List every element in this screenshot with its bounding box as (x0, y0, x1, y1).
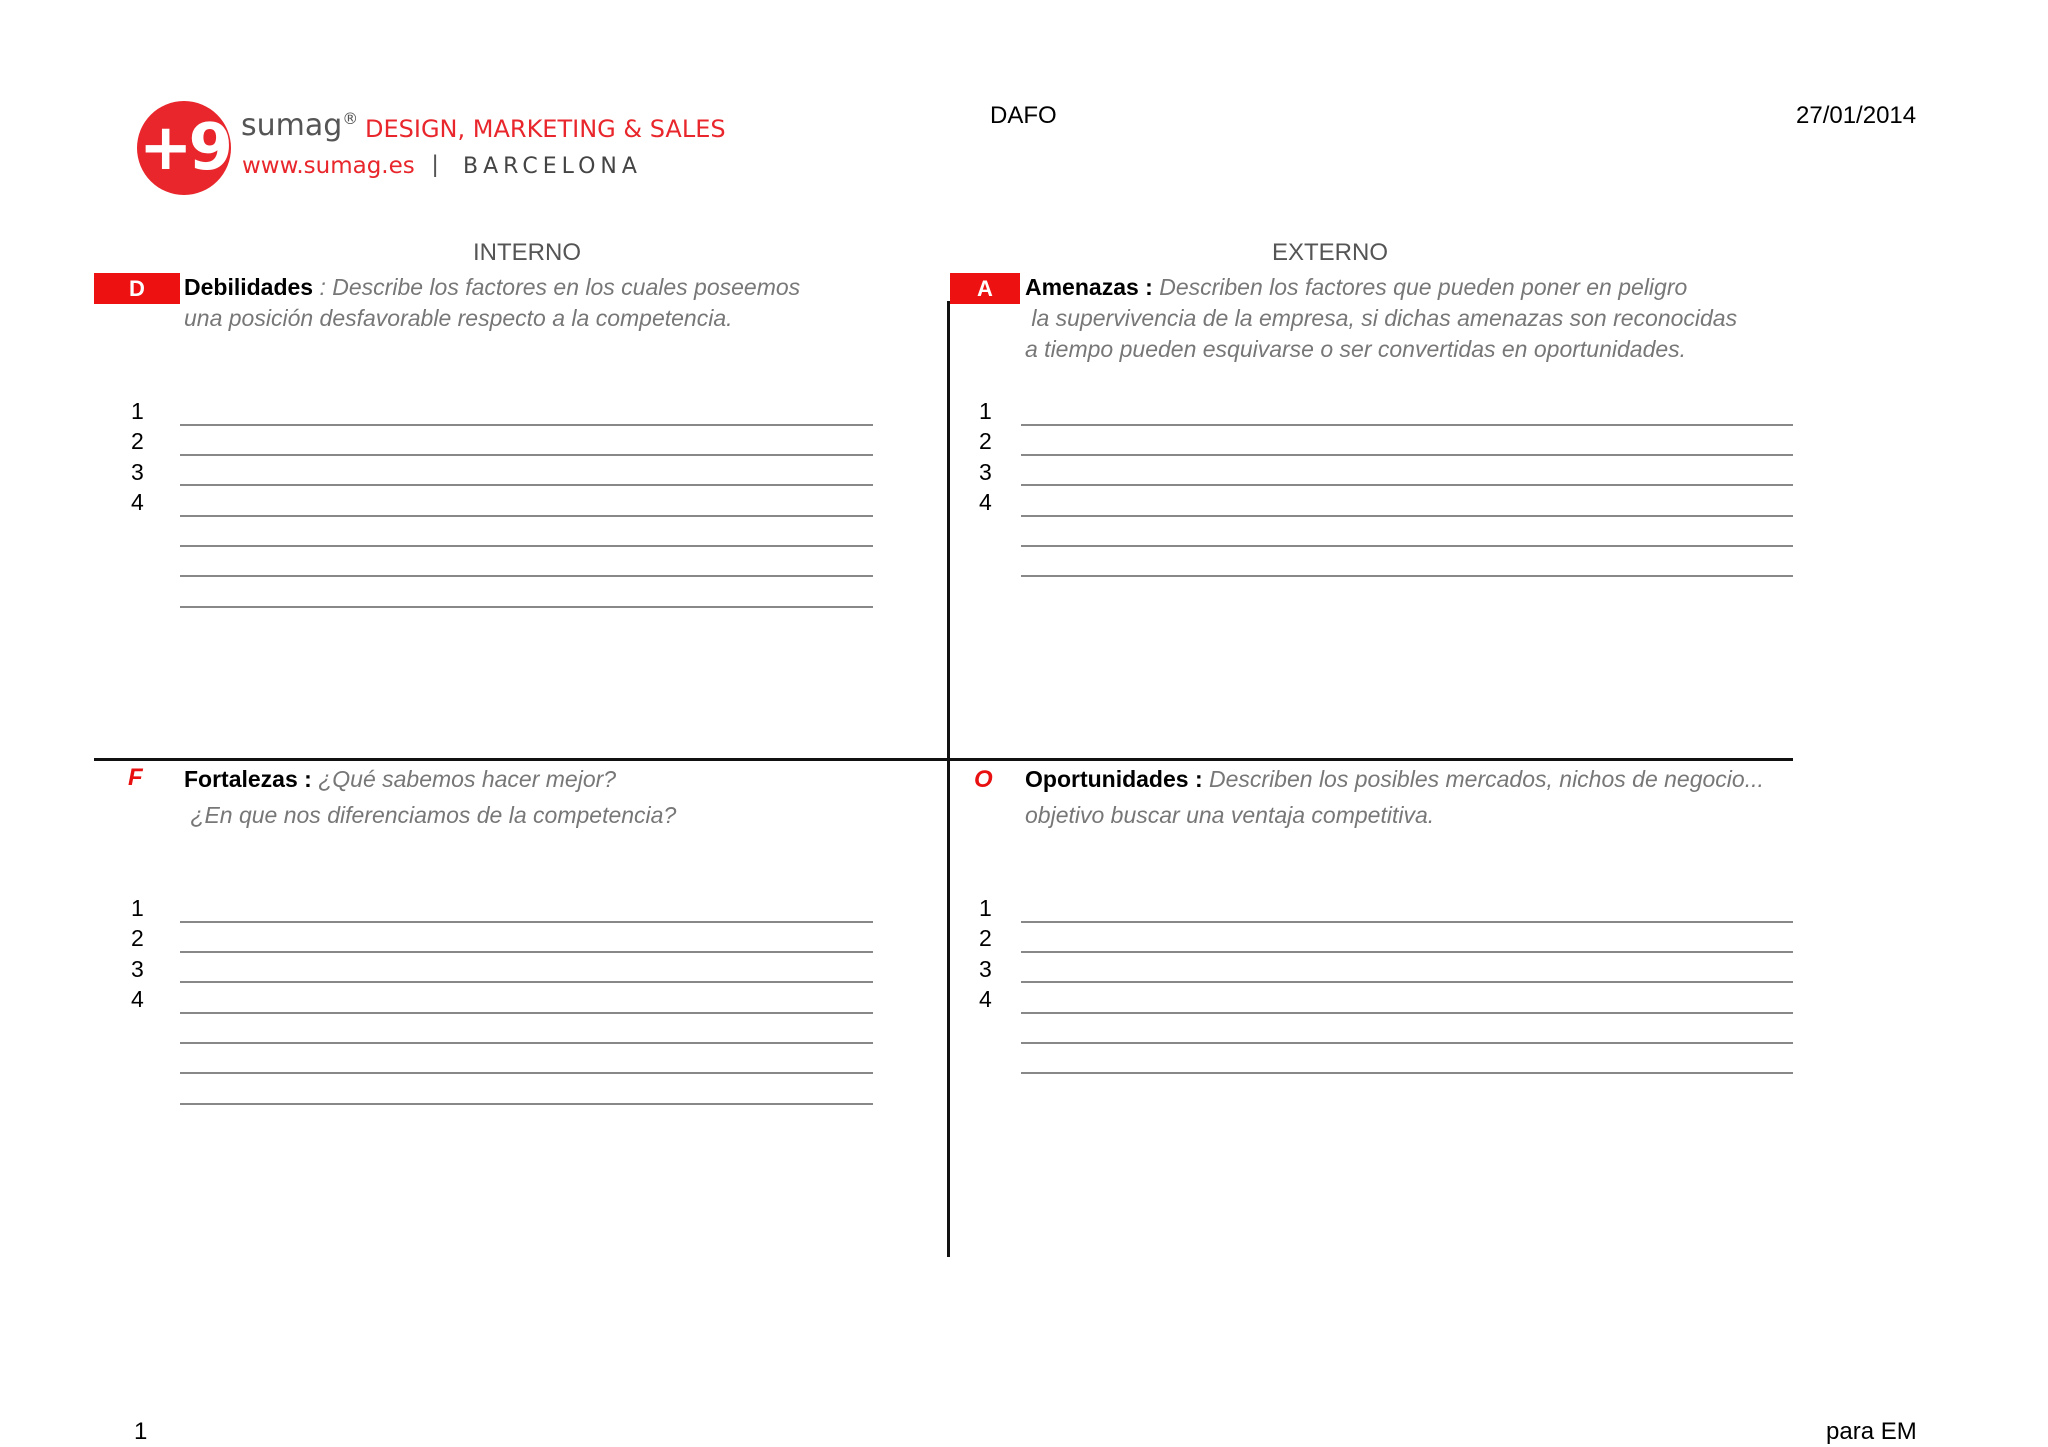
list-number: 3 (979, 459, 992, 485)
oportunidades-title: Oportunidades : (1025, 766, 1203, 792)
debilidades-colon: : (313, 274, 333, 300)
entry-line (1021, 575, 1793, 577)
logo-brand (241, 108, 358, 143)
entry-line (180, 484, 873, 486)
logo-brand-name: sumag (241, 108, 343, 143)
debilidades-desc-1: Describe los factores en los cuales poseemos (332, 274, 801, 300)
entry-line (180, 981, 873, 983)
list-number: 3 (131, 956, 144, 982)
horizontal-divider (94, 758, 1793, 761)
amenazas-heading (1025, 272, 1687, 303)
fortalezas-title: Fortalezas : (184, 766, 312, 792)
entry-line (180, 606, 873, 608)
logo-city: BARCELONA (463, 154, 642, 179)
entry-line (180, 575, 873, 577)
badge-a: A (950, 273, 1020, 304)
entry-line (1021, 424, 1793, 426)
list-number: 4 (131, 986, 144, 1012)
entry-line (1021, 454, 1793, 456)
document-title: DAFO (990, 102, 1057, 129)
entry-line (180, 1103, 873, 1105)
logo-separator: | (432, 151, 439, 178)
list-number: 1 (131, 895, 144, 921)
list-number: 4 (979, 986, 992, 1012)
amenazas-desc-1: Describen los factores que pueden poner en peligro (1152, 274, 1688, 300)
registered-mark: ® (342, 109, 359, 128)
entry-line (1021, 484, 1793, 486)
entry-line (1021, 981, 1793, 983)
column-header-internal: INTERNO (473, 239, 581, 266)
oportunidades-desc-2: objetivo buscar una ventaja competitiva. (1025, 802, 1435, 828)
page-number: 1 (134, 1418, 148, 1445)
entry-line (180, 545, 873, 547)
document-date: 27/01/2014 (1796, 102, 1917, 129)
entry-line (180, 515, 873, 517)
list-number: 2 (131, 925, 144, 951)
entry-line (180, 921, 873, 923)
entry-line (180, 454, 873, 456)
amenazas-desc-2: la supervivencia de la empresa, si dichas amenazas son reconocidas (1025, 305, 1738, 331)
oportunidades-heading (1025, 764, 1764, 795)
entry-line (180, 1072, 873, 1074)
list-number: 3 (979, 956, 992, 982)
list-number: 3 (131, 459, 144, 485)
logo-tagline: DESIGN, MARKETING & SALES (365, 115, 726, 143)
logo-url: www.sumag.es (242, 153, 415, 179)
entry-line (180, 1012, 873, 1014)
debilidades-heading (184, 272, 800, 303)
entry-line (1021, 951, 1793, 953)
list-number: 4 (131, 489, 144, 515)
list-number: 1 (131, 398, 144, 424)
footer-note: para EM (1826, 1418, 1917, 1445)
debilidades-desc-2: una posición desfavorable respecto a la competencia. (184, 305, 733, 331)
list-number: 2 (979, 428, 992, 454)
amenazas-title: Amenazas : (1025, 274, 1153, 300)
fortalezas-desc-1: ¿Qué sabemos hacer mejor? (311, 766, 617, 792)
oportunidades-desc-1: Describen los posibles mercados, nichos de negocio... (1202, 766, 1764, 792)
entry-line (180, 424, 873, 426)
column-header-external: EXTERNO (1272, 239, 1389, 266)
letter-f: F (128, 764, 143, 791)
list-number: 2 (131, 428, 144, 454)
amenazas-desc-3: a tiempo pueden esquivarse o ser convertidas en oportunidades. (1025, 336, 1687, 362)
entry-line (1021, 1012, 1793, 1014)
list-number: 1 (979, 895, 992, 921)
entry-line (1021, 1042, 1793, 1044)
entry-line (1021, 515, 1793, 517)
debilidades-title: Debilidades (184, 274, 314, 300)
badge-d: D (94, 273, 180, 304)
logo-mark: +9 (137, 101, 231, 195)
list-number: 1 (979, 398, 992, 424)
entry-line (1021, 921, 1793, 923)
letter-o: O (974, 766, 993, 793)
list-number: 4 (979, 489, 992, 515)
vertical-divider (947, 301, 950, 1257)
entry-line (1021, 545, 1793, 547)
fortalezas-heading (184, 764, 616, 795)
entry-line (180, 951, 873, 953)
entry-line (180, 1042, 873, 1044)
list-number: 2 (979, 925, 992, 951)
fortalezas-desc-2: ¿En que nos diferenciamos de la competencia? (184, 802, 677, 828)
entry-line (1021, 1072, 1793, 1074)
